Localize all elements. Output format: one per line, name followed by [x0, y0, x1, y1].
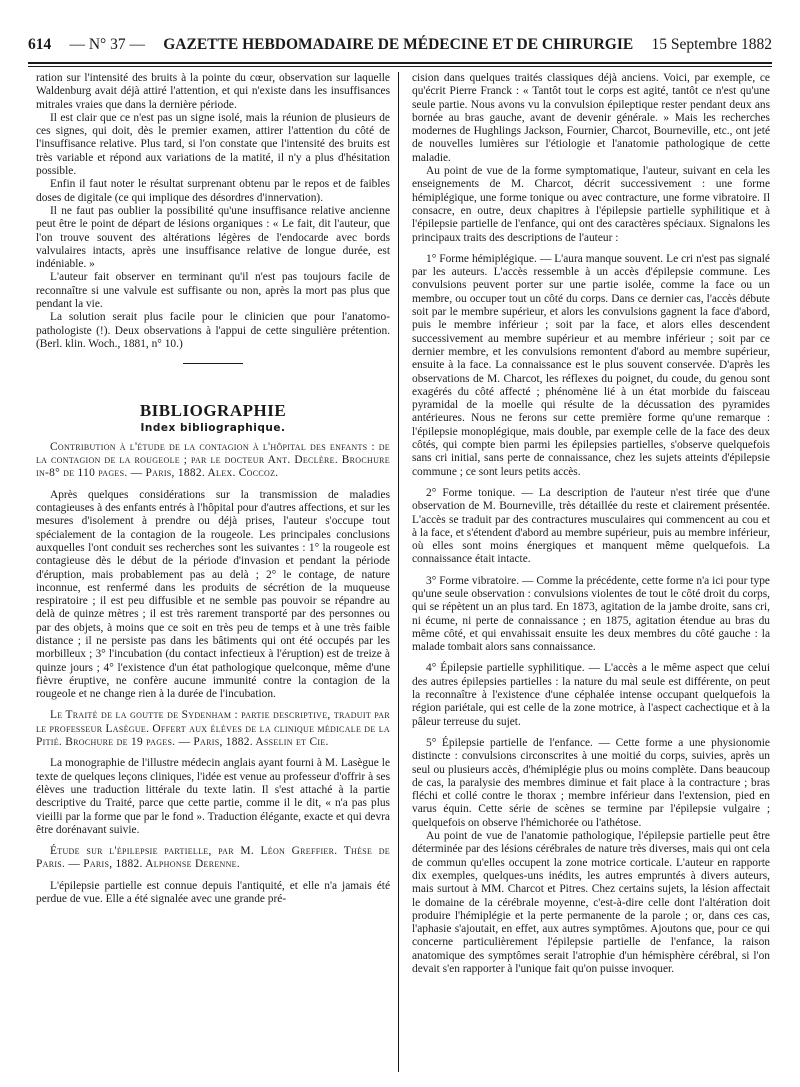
bibliography-title: BIBLIOGRAPHIE — [139, 401, 287, 421]
paragraph: Au point de vue de la forme symptomatique, l'auteur, suivant en cela les enseignements de M. Charcot, décrit successivement : une forme hémiplégique, une forme tonique ou avec contracture, une forme vibratoire. Il consacre, en outre, deux chapitres à l'épilepsie partielle syphilitique et à l'épilepsie partielle de l'enfance, qui ont des caractères spéciaux. Signalons les principaux traits des descriptions de l'auteur : — [412, 165, 770, 244]
entry-heading: Étude sur l'épilepsie partielle, par M. Léon Greffier. Thèse de Paris. — Paris, 1882. Alphonse Derenne. — [36, 845, 390, 871]
paragraph: 2° Forme tonique. — La description de l'auteur n'est tirée que d'une observation de M. Bourneville, très détaillée du reste et clairement présentée. L'accès se traduit par des contractures musculaires qui commencent au cou et à la face, et s'étendent d'abord au membre supérieur, puis au membre inférieur, où elles sont moins énergiques et manquent même quelquefois. La connaissance était intacte. — [412, 486, 770, 566]
paragraph: Il ne faut pas oublier la possibilité qu'une insuffisance relative ancienne peut être le point de départ de lésions organiques : « Le fait, dit l'auteur, que l'on trouve souvent des altérations légères de l'endocarde avec bords valvulaires intacts, après une insuffisance relative de longue durée, est indéniable. » — [36, 204, 390, 271]
paragraph: 3° Forme vibratoire. — Comme la précédente, cette forme n'a ici pour type qu'une seule observation : convulsions violentes de tout le côté droit du corps, qui se répètent un an plus tard. En 1873, agitation de la jambe droite, sans cri, ni écume, ni perte de connaissance ; en 1875, agitation étendue au bras du même côté, et qui envahissait ensuite les deux membres du côté gauche : la malade tombait alors sans connaissance. — [412, 574, 770, 654]
page-number: 614 — [28, 36, 52, 53]
right-column — [412, 72, 770, 976]
left-column — [36, 72, 390, 906]
paragraph: Il est clair que ce n'est pas un signe isolé, mais la réunion de plusieurs de ces signes, qui doit, dès le premier examen, attirer l'attention du côté de l'insuffisance relative. Plus tard, si l'on constate que l'intensité des bruits est très variable et répond aux variations de la matité, il n'y a plus d'hésitation possible. — [36, 111, 390, 178]
bibliography-entry — [36, 845, 390, 906]
issue-date: 15 Septembre 1882 — [651, 36, 772, 53]
paragraph: cision dans quelques traités classiques déjà anciens. Voici, par exemple, ce qu'écrit Pierre Franck : « Tantôt tout le corps est agité, tantôt ce n'est qu'une seule partie. Nous avons vu la convulsion épileptique rester pendant deux ans bornée au bras gauche, avant de devenir générale. » Mais les recherches modernes de Hughlings Jackson, Fournier, Charcot, Bourneville, etc., ont jeté de nouvelles lumières sur l'étiologie et l'anatomie pathologique de cette maladie. — [412, 72, 770, 164]
page-header — [28, 36, 772, 58]
paragraph: 4° Épilepsie partielle syphilitique. — L'accès a le même aspect que celui des autres épilepsies partielles : la nature du mal seule est différente, on peut la reconnaître à l'existence d'une céphalée intense occupant quelquefois la région pariétale, qui est celle de la zone motrice, à l'aspect cachectique et à la pâleur terreuse du sujet. — [412, 662, 770, 728]
section-separator — [183, 363, 243, 364]
bibliography-entry — [36, 441, 390, 702]
journal-title: GAZETTE HEBDOMADAIRE DE MÉDECINE ET DE CHIRURGIE — [163, 36, 634, 53]
paragraph: L'auteur fait observer en terminant qu'il n'est pas toujours facile de reconnaître si une valvule est suffisante ou non, après la mort pas plus que pendant la vie. — [36, 271, 390, 311]
paragraph: ration sur l'intensité des bruits à la pointe du cœur, observation sur laquelle Waldenburg avait déjà attiré l'attention, et qui n'existe dans les insuffisances mitrales vraies que dans la dernière période. — [36, 72, 390, 111]
entry-body: La monographie de l'illustre médecin anglais ayant fourni à M. Lasègue le texte de quelques leçons cliniques, l'idée est venue au professeur d'offrir à ses élèves une traduction littérale du texte latin. Il s'est attaché à la partie descriptive du Traité, parce que cette partie, comme il le dit, « n'a pas plus vieilli par la forme que par le fond ». Traduction élégante, exacte et qui devra être dorénavant suivie. — [36, 757, 390, 836]
entry-heading: Le Traité de la goutte de Sydenham : partie descriptive, traduit par le professeur Lasègue. Offert aux élèves de la clinique médicale de la Pitié. Brochure de 19 pages. — Paris, 1882. Asselin et Cie. — [36, 709, 390, 749]
paragraph: 5° Épilepsie partielle de l'enfance. — Cette forme a une physionomie distincte : convulsions circonscrites à une moitié du corps, suivies, après un seul ou plusieurs accès, d'hémiplégie plus ou moins complète. Dans beaucoup de cas, la paralysie des membres diminue et fait place à la contracture ; bras fléchi et collé contre le thorax ; membre inférieur dans l'extension, pied en varus équin. Cette série de scènes se termine par l'épilepsie vulgaire ; quelquefois on observe l'hémichorée ou l'athétose. — [412, 736, 770, 829]
header-rule — [28, 62, 772, 67]
paragraph: La solution serait plus facile pour le clinicien que pour l'anatomo-pathologiste (!). Deux observations à l'appui de cette singulière prétention. (Berl. klin. Woch., 1881, n° 10.) — [36, 311, 390, 350]
entry-heading: Contribution à l'étude de la contagion à l'hôpital des enfants : de la contagion de la rougeole ; par le docteur Ant. Declère. Brochure in-8° de 110 pages. — Paris, 1882. Alex. Coccoz. — [36, 440, 390, 480]
paragraph: Enfin il faut noter le résultat surprenant obtenu par le repos et de faibles doses de digitale (ce qui implique des désordres d'innervation). — [36, 178, 390, 204]
issue-number: — N° 37 — — [69, 36, 146, 53]
bibliography-subtitle: Index bibliographique. — [140, 421, 286, 434]
paragraph: 1° Forme hémiplégique. — L'aura manque souvent. Le cri n'est pas signalé par les auteurs. L'accès ressemble à un accès d'épilepsie commune. Les convulsions peuvent porter sur une partie isolée, comme la face ou un membre, ou occuper tout un côté du corps. Dans ce dernier cas, l'accès débute soit par le membre supérieur, et alors les convulsions gagnent la face d'abord, puis le membre inférieur ; soit par la face, et alors elles descendent successivement au membre supérieur et au membre inférieur ; soit par ce dernier membre, et les convulsions remontent d'abord au membre supérieur, ensuite à la face. La connaissance est le plus souvent conservée. D'après les observations de M. Charcot, les réflexes du poignet, du coude, du genou sont exagérés du côté affecté ; phénomène lié à un état morbide du faisceau pyramidal de la moelle qui résulte de la décussation des pyramides antérieures. Nous ne ferons sur cette première forme qu'une remarque : l'épilepsie monoplégique, mais double, par exemple celle de la face des deux côtés, qui compte bien parmi les épilepsies partielles, s'observe quelquefois sans cri initial, sans perte de connaissance, chez les sujets atteints d'épilepsie commune ; ce sont leurs petits accès. — [412, 252, 770, 478]
entry-body: L'épilepsie partielle est connue depuis l'antiquité, et elle n'a jamais été perdue de vue. Elle a été signalée avec une grande pré- — [36, 879, 390, 906]
entry-body: Après quelques considérations sur la transmission de maladies contagieuses à des enfants entrés à l'hôpital pour d'autres affections, et sur les mesures d'isolement à prendre ou déjà prises, l'auteur s'occupe tout spécialement de la contagion de la rougeole. Les principales conclusions auxquelles l'ont conduit ses recherches sont les suivantes : 1° la rougeole est contagieuse dès le début de la période d'invasion et pendant la période d'éruption, mais probablement pas au delà ; 2° le contage, de nature inconnue, est renfermé dans les produits de sécrétion de la muqueuse respiratoire ; il est peu diffusible et ne semble pas pouvoir se répandre au delà de quinze mètres ; il est très rarement transporté par des personnes ou par des objets, à moins que ce soit en très peu de temps et à une très faible distance ; il ne persiste pas dans les bâtiments qui ont été occupés par les morbilleux ; 3° l'incubation (du contact infectieux à l'éruption) est de treize à quinze jours ; 4° l'existence d'un état pathologique quelconque, même d'une fièvre éruptive, ne confère aucune immunité contre la contagion de la rougeole et ne change rien à la durée de l'incubation. — [36, 488, 390, 701]
column-divider — [398, 72, 399, 1072]
bibliography-entry — [36, 709, 390, 837]
paragraph: Au point de vue de l'anatomie pathologique, l'épilepsie partielle peut être déterminée par des lésions cérébrales de nature très diverses, mais qui ont cela de commun qu'elles occupent la zone motrice corticale. L'auteur en rapporte dix exemples, quelques-uns inédits, les autres empruntés à divers auteurs, mais surtout à MM. Charcot et Pitres. Chez certains sujets, la lésion affectait le domaine de la cérébrale moyenne, c'est-à-dire celle dont l'altération doit produire l'hémiplégie et la perte permanente de la parole ; or, dans ces cas, l'aphasie s'ajoutait, en effet, aux autres symptômes. Ajoutons que, pour ce qui concerne particulièrement l'épilepsie partielle de l'enfance, la raison anatomique des symptômes serait l'atrophie d'un hémisphère cérébral, si l'on devait s'en rapporter à l'unique fait qu'on puisse invoquer. — [412, 830, 770, 975]
